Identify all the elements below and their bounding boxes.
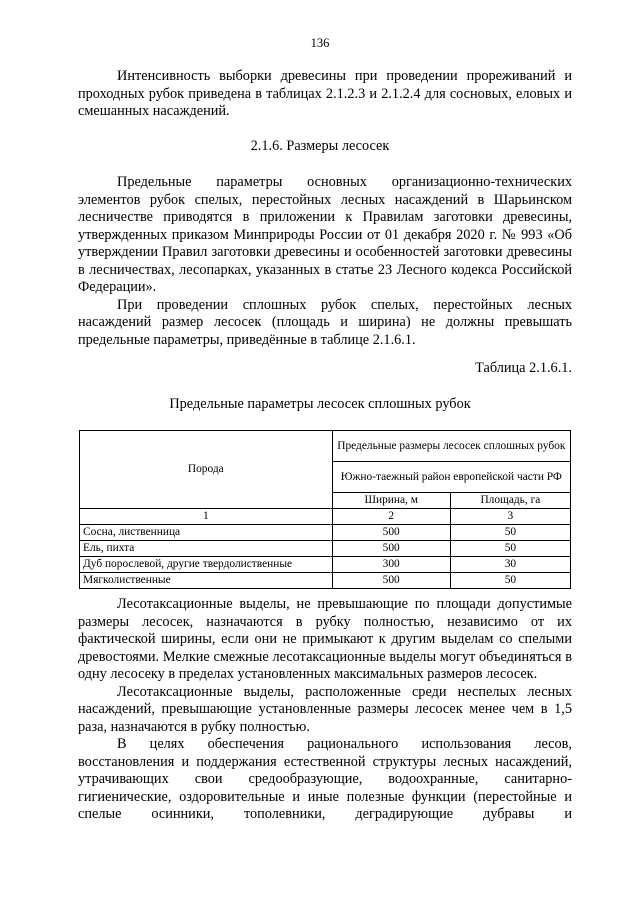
col-number: 1 [80,509,333,525]
header-species: Порода [80,431,333,509]
intro-paragraph: Интенсивность выборки древесины при проведении прореживаний и проходных рубок приведена в таблицах 2.1.2.3 и 2.1.2.4 для сосновых, еловых и смешанных насаждений. [78,68,572,119]
cell-species: Мягколиственные [80,573,333,589]
cell-area: 30 [450,557,570,573]
cell-species: Ель, пихта [80,541,333,557]
header-area: Площадь, га [450,493,570,509]
header-region: Южно-таежный район европейской части РФ [332,462,570,493]
paragraph-clearcut-limits: При проведении сплошных рубок спелых, перестойных лесных насаждений размер лесосек (площадь и ширина) не должны превышать предельные параметры, приведённые в таблице 2.1.6.1. [78,296,572,348]
cell-species: Дуб порослевой, другие твердолиственные [80,557,333,573]
table-row [80,525,571,541]
table-row [80,541,571,557]
cell-species: Сосна, лиственница [80,525,333,541]
table-column-numbers-row [80,509,571,525]
cell-width: 500 [332,573,450,589]
cell-area: 50 [450,541,570,557]
cell-area: 50 [450,573,570,589]
page-number: 136 [310,36,330,50]
pre-table-block [78,174,572,349]
clearcut-limits-table [79,430,571,589]
table-row [80,557,571,573]
table-header-row-1 [80,431,571,462]
post-table-block [78,596,572,824]
table-title: Предельные параметры лесосек сплошных рубок [169,396,471,412]
table-label: Таблица 2.1.6.1. [475,360,572,376]
header-limits: Предельные размеры лесосек сплошных рубок [332,431,570,462]
col-number: 3 [450,509,570,525]
header-width: Ширина, м [332,493,450,509]
table-row [80,573,571,589]
cell-width: 300 [332,557,450,573]
paragraph-limits-source: Предельные параметры основных организационно-технических элементов рубок спелых, перестойных лесных насаждений в Шарьинском лесничестве приводятся в приложении к Правилам заготовки древесины, утвержденных приказом Минприроды России от 01 декабря 2020 г. № 993 «Об утверждении Правил заготовки древесины и особенностей заготовки древесины в лесничествах, лесопарках, указанных в статье 23 Лесного кодекса Российской Федерации». [78,174,572,295]
intro-block [78,68,572,121]
cell-width: 500 [332,525,450,541]
paragraph-rational-use: В целях обеспечения рационального использования лесов, восстановления и поддержания естественной структуры лесных насаждений, утрачивающих свои средообразующие, водоохранные, санитарно-гигиенические, оздоровительные и иные полезные функции (перестойные и спелые осинники, тополевники, деградирующие дубравы и [78,736,572,822]
col-number: 2 [332,509,450,525]
paragraph-small-plots: Лесотаксационные выделы, не превышающие по площади допустимые размеры лесосек, назначаются в рубку полностью, независимо от их фактической ширины, если они не примыкают к другим выделам со спелыми древостоями. Мелкие смежные лесотаксационные выделы могут объединяться в одну лесосеку в пределах установленных максимальных размеров лесосек. [78,596,572,682]
section-heading: 2.1.6. Размеры лесосек [250,138,390,154]
paragraph-among-young: Лесотаксационные выделы, расположенные среди неспелых лесных насаждений, превышающие установленные размеры лесосек менее чем в 1,5 раза, назначаются в рубку полностью. [78,683,572,735]
cell-width: 500 [332,541,450,557]
cell-area: 50 [450,525,570,541]
